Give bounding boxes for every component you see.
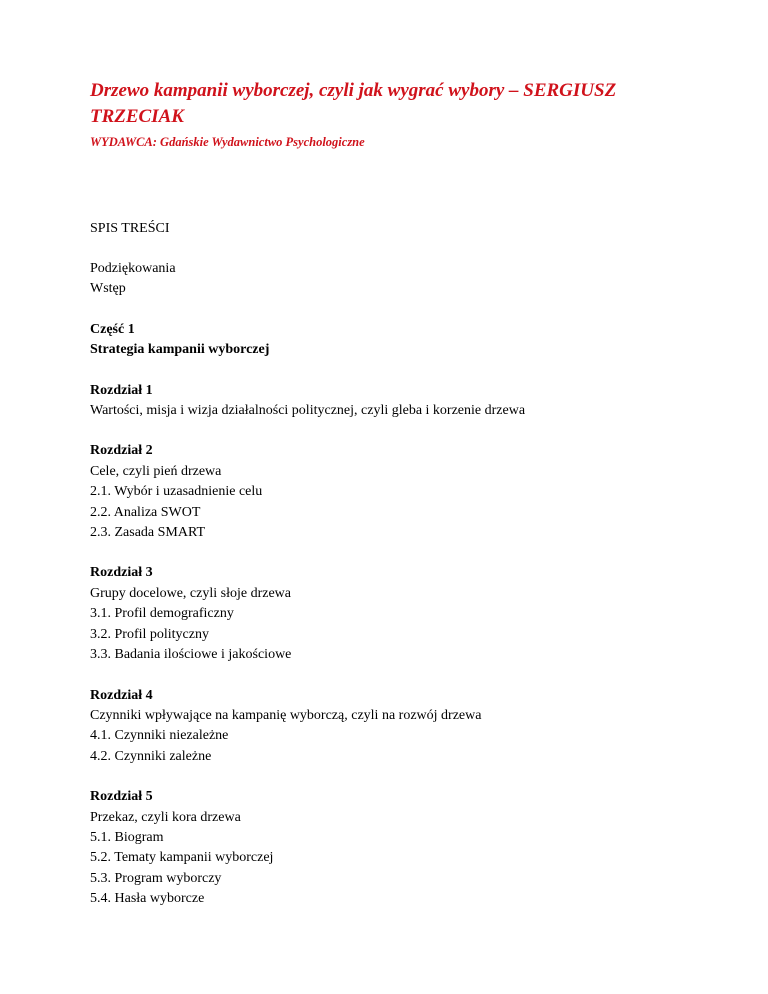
section-item: 3.2. Profil polityczny bbox=[90, 626, 209, 642]
document-publisher: WYDAWCA: Gdańskie Wydawnictwo Psychologiczne bbox=[90, 135, 365, 149]
toc-intro-block bbox=[90, 259, 690, 300]
toc-chapter-2 bbox=[90, 441, 690, 543]
chapter-title: Grupy docelowe, czyli słoje drzewa bbox=[90, 585, 291, 601]
chapter-title: Wartości, misja i wizja działalności politycznej, czyli gleba i korzenie drzewa bbox=[90, 403, 526, 419]
section-item: 3.1. Profil demograficzny bbox=[90, 606, 234, 622]
chapter-label: Rozdział 2 bbox=[90, 443, 153, 459]
chapter-label: Rozdział 5 bbox=[90, 789, 153, 805]
section-item: 5.1. Biogram bbox=[90, 829, 164, 845]
toc-chapter-1 bbox=[90, 381, 690, 422]
toc-chapter-3 bbox=[90, 563, 690, 665]
toc-item-introduction: Wstęp bbox=[90, 281, 126, 297]
section-item: 5.2. Tematy kampanii wyborczej bbox=[90, 850, 274, 866]
chapter-title: Cele, czyli pień drzewa bbox=[90, 463, 222, 479]
section-item: 4.1. Czynniki niezależne bbox=[90, 728, 229, 744]
toc-item-acknowledgements: Podziękowania bbox=[90, 261, 176, 276]
section-item: 2.1. Wybór i uzasadnienie celu bbox=[90, 484, 263, 500]
toc-chapter-5 bbox=[90, 787, 690, 909]
part-label: Część 1 bbox=[90, 321, 135, 337]
section-item: 2.3. Zasada SMART bbox=[90, 525, 206, 541]
section-item: 5.4. Hasła wyborcze bbox=[90, 891, 205, 907]
toc-part-1 bbox=[90, 320, 690, 361]
document-page bbox=[90, 78, 690, 910]
section-item: 5.3. Program wyborczy bbox=[90, 870, 222, 886]
chapter-label: Rozdział 3 bbox=[90, 565, 153, 581]
chapter-title: Przekaz, czyli kora drzewa bbox=[90, 809, 241, 825]
toc-heading: SPIS TREŚCI bbox=[90, 221, 170, 236]
section-item: 4.2. Czynniki zależne bbox=[90, 748, 212, 764]
toc-chapter-4 bbox=[90, 686, 690, 768]
chapter-label: Rozdział 1 bbox=[90, 382, 153, 398]
chapter-label: Rozdział 4 bbox=[90, 687, 153, 703]
part-title: Strategia kampanii wyborczej bbox=[90, 342, 270, 358]
document-title: Drzewo kampanii wyborczej, czyli jak wygrać wybory – SERGIUSZ TRZECIAK bbox=[90, 80, 617, 127]
chapter-title: Czynniki wpływające na kampanię wyborczą, czyli na rozwój drzewa bbox=[90, 707, 482, 723]
section-item: 3.3. Badania ilościowe i jakościowe bbox=[90, 647, 292, 663]
section-item: 2.2. Analiza SWOT bbox=[90, 504, 201, 520]
